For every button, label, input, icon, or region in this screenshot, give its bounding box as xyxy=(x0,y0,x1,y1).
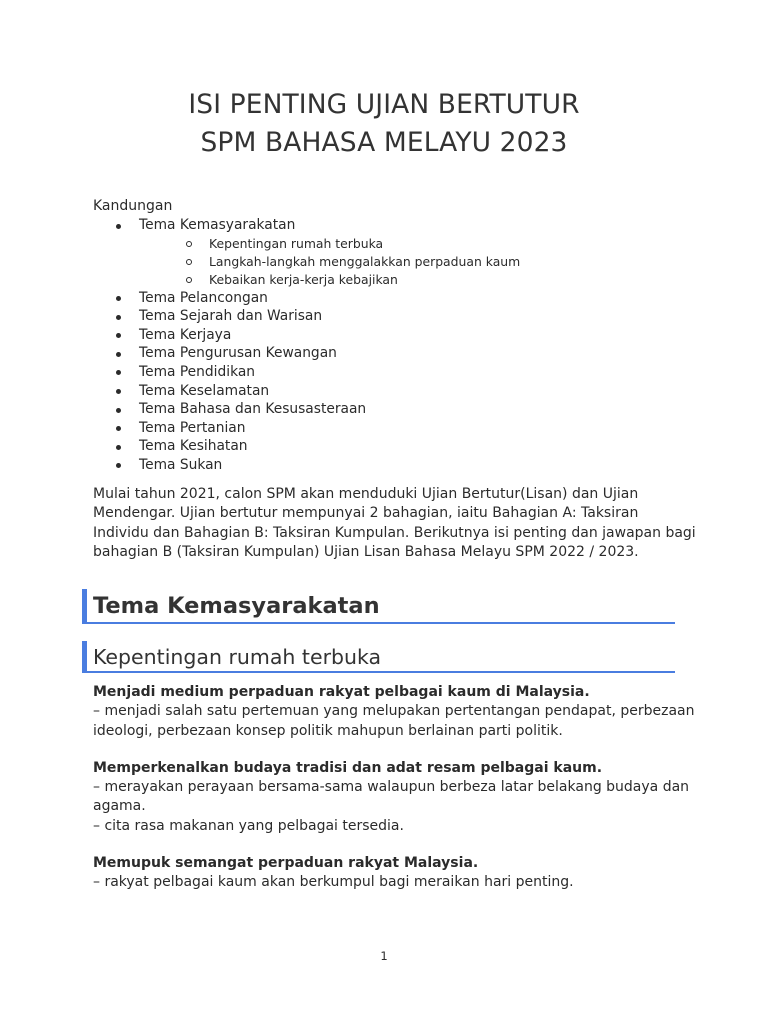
bullet-icon xyxy=(116,463,121,468)
toc-item[interactable] xyxy=(0,419,768,438)
bullet-icon xyxy=(116,370,121,375)
toc-item-label: Tema Kemasyarakatan xyxy=(139,217,296,233)
toc-item[interactable] xyxy=(0,344,768,363)
toc-heading: Kandungan xyxy=(93,198,173,214)
circle-bullet-icon xyxy=(186,241,192,247)
toc-item[interactable] xyxy=(0,289,768,308)
toc-subitem-label: Kebaikan kerja-kerja kebajikan xyxy=(209,271,398,287)
toc-item-label: Tema Pendidikan xyxy=(139,363,256,380)
heading-accent-bar xyxy=(82,641,87,672)
toc-item[interactable] xyxy=(0,326,768,345)
table-of-contents xyxy=(0,216,768,475)
point-line: – rakyat pelbagai kaum akan berkumpul bagi meraikan hari penting. xyxy=(93,874,574,891)
toc-item[interactable] xyxy=(0,363,768,382)
toc-subitem[interactable] xyxy=(0,253,768,271)
point-title: Memupuk semangat perpaduan rakyat Malaysia. xyxy=(93,855,479,872)
point-line: ideologi, perbezaan konsep politik mahupun berlainan parti politik. xyxy=(93,722,563,739)
point-title: Memperkenalkan budaya tradisi dan adat resam pelbagai kaum. xyxy=(93,759,603,776)
toc-item[interactable] xyxy=(0,216,768,235)
point-line: – merayakan perayaan bersama-sama walaupun berbeza latar belakang budaya dan xyxy=(93,779,690,796)
toc-item-label: Tema Pertanian xyxy=(139,419,246,436)
point-block xyxy=(93,759,690,836)
toc-item[interactable] xyxy=(0,382,768,401)
point-line: – cita rasa makanan yang pelbagai tersedia. xyxy=(93,817,404,834)
bullet-icon xyxy=(116,389,121,394)
toc-item-label: Tema Pelancongan xyxy=(139,289,268,306)
section-content xyxy=(93,683,695,911)
bullet-icon xyxy=(116,315,121,320)
section-heading-text: Tema Kemasyarakatan xyxy=(93,593,380,619)
point-title: Menjadi medium perpaduan rakyat pelbagai kaum di Malaysia. xyxy=(93,684,590,700)
heading-underline xyxy=(82,622,675,624)
subsection-heading xyxy=(82,641,675,673)
toc-subitem[interactable] xyxy=(0,235,768,253)
intro-line: bahagian B (Taksiran Kumpulan) Ujian Lisan Bahasa Melayu SPM 2022 / 2023. xyxy=(93,543,639,560)
bullet-icon xyxy=(116,445,121,450)
intro-line: Mendengar. Ujian bertutur mempunyai 2 bahagian, iaitu Bahagian A: Taksiran xyxy=(93,505,639,522)
bullet-icon xyxy=(116,426,121,431)
point-line: agama. xyxy=(93,798,146,815)
document-title xyxy=(0,86,768,162)
heading-underline xyxy=(82,671,675,673)
bullet-icon xyxy=(116,224,121,229)
heading-accent-bar xyxy=(82,589,87,623)
toc-item[interactable] xyxy=(0,307,768,326)
intro-line: Individu dan Bahagian B: Taksiran Kumpulan. Berikutnya isi penting dan jawapan bagi xyxy=(93,524,696,541)
title-line-1: ISI PENTING UJIAN BERTUTUR xyxy=(188,89,580,120)
toc-item-label: Tema Kerjaya xyxy=(139,326,232,343)
bullet-icon xyxy=(116,333,121,338)
point-line: – menjadi salah satu pertemuan yang melupakan pertentangan pendapat, perbezaan xyxy=(93,703,695,720)
toc-item-label: Tema Keselamatan xyxy=(139,382,270,399)
title-line-2: SPM BAHASA MELAYU 2023 xyxy=(200,127,568,158)
point-block xyxy=(93,683,695,741)
toc-subitem-label: Langkah-langkah menggalakkan perpaduan kaum xyxy=(209,253,521,269)
subsection-heading-text: Kepentingan rumah terbuka xyxy=(93,645,382,669)
circle-bullet-icon xyxy=(186,277,192,283)
intro-paragraph xyxy=(93,485,696,562)
section-heading xyxy=(82,589,675,624)
toc-item-label: Tema Sejarah dan Warisan xyxy=(139,308,323,325)
intro-line: Mulai tahun 2021, calon SPM akan menduduki Ujian Bertutur(Lisan) dan Ujian xyxy=(93,486,639,502)
toc-item[interactable] xyxy=(0,456,768,475)
toc-subitem[interactable] xyxy=(0,271,768,289)
toc-item-label: Tema Sukan xyxy=(139,456,223,473)
toc-subitem-label: Kepentingan rumah terbuka xyxy=(209,235,384,251)
toc-item[interactable] xyxy=(0,437,768,456)
bullet-icon xyxy=(116,296,121,301)
toc-item-label: Tema Bahasa dan Kesusasteraan xyxy=(139,401,367,418)
bullet-icon xyxy=(116,352,121,357)
toc-item[interactable] xyxy=(0,400,768,419)
page-number: 1 xyxy=(380,949,388,963)
circle-bullet-icon xyxy=(186,259,192,265)
point-block xyxy=(93,854,683,893)
toc-item-label: Tema Kesihatan xyxy=(139,438,248,455)
bullet-icon xyxy=(116,408,121,413)
toc-item-label: Tema Pengurusan Kewangan xyxy=(139,345,337,362)
